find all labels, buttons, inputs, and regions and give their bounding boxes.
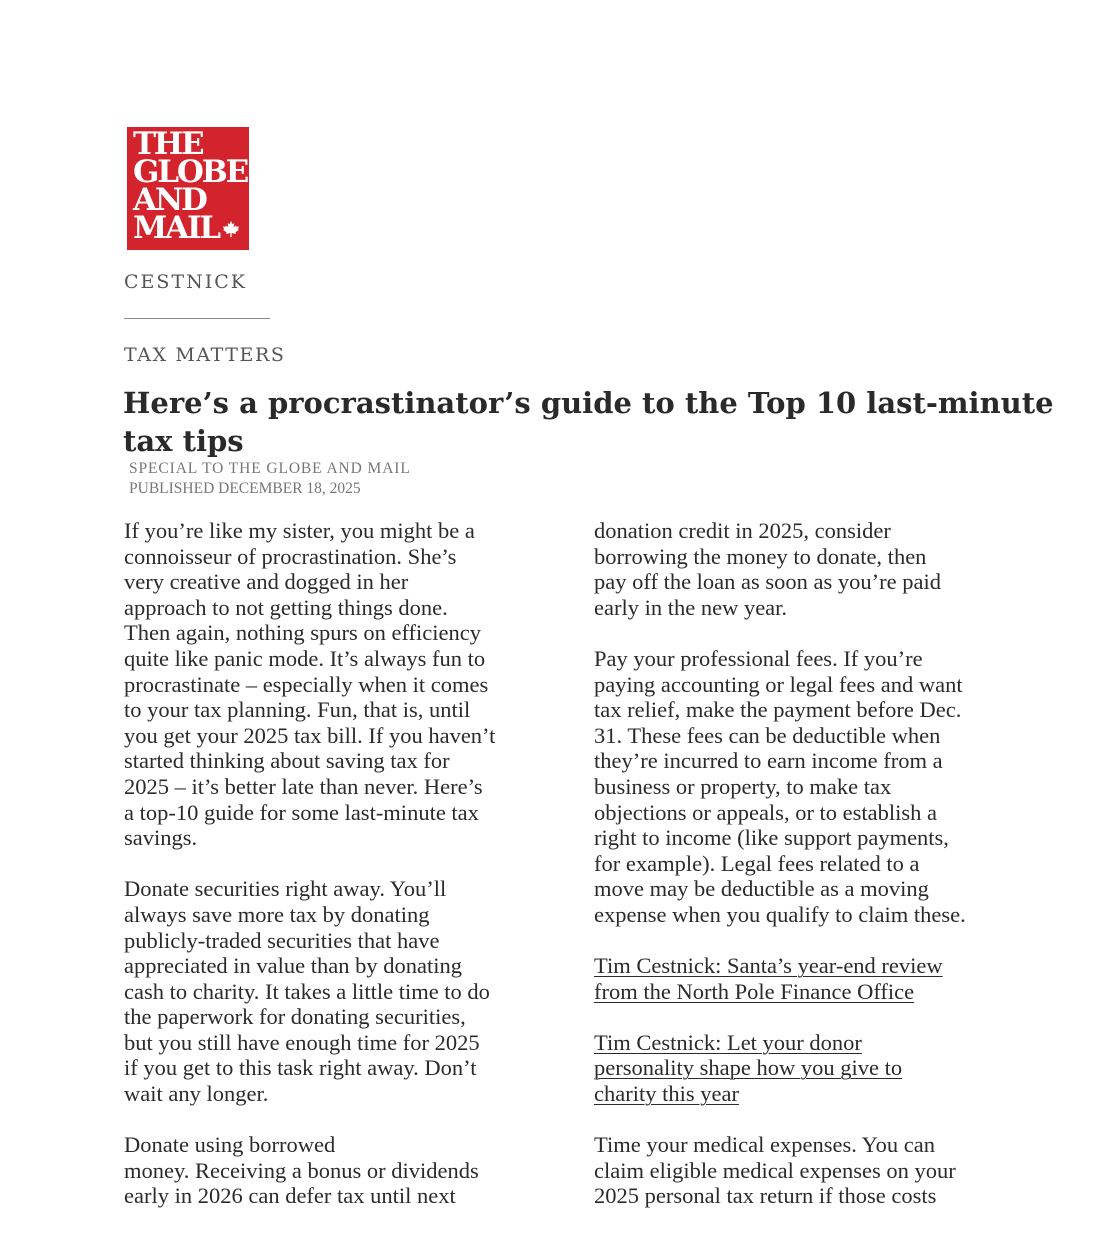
related-link-donor-line-2[interactable]: personality shape how you give to bbox=[594, 1055, 903, 1081]
text-line: cash to charity. It takes a little time to do bbox=[124, 978, 490, 1004]
text-line: always save more tax by donating bbox=[124, 901, 430, 927]
section-label[interactable]: TAX MATTERS bbox=[124, 344, 286, 366]
article-headline bbox=[123, 384, 1054, 460]
related-link-donor-line-1[interactable]: Tim Cestnick: Let your donor bbox=[594, 1029, 862, 1055]
text-line: a top-10 guide for some last-minute tax bbox=[124, 799, 479, 825]
text-line: early in the new year. bbox=[594, 594, 788, 620]
text-line: objections or appeals, or to establish a bbox=[594, 799, 938, 825]
text-line: but you still have enough time for 2025 bbox=[124, 1029, 480, 1055]
text-line: move may be deductible as a moving bbox=[594, 876, 929, 902]
text-line: procrastinate – especially when it comes bbox=[124, 671, 489, 697]
column-divider bbox=[124, 318, 270, 319]
text-line: donation credit in 2025, consider bbox=[594, 518, 891, 543]
related-link-santa-line-2[interactable]: from the North Pole Finance Office bbox=[594, 978, 915, 1004]
text-line: for example). Legal fees related to a bbox=[594, 850, 920, 876]
text-line: pay off the loan as soon as you’re paid bbox=[594, 569, 941, 595]
text-line: borrowing the money to donate, then bbox=[594, 543, 927, 569]
text-line: the paperwork for donating securities, bbox=[124, 1004, 466, 1030]
text-line: paying accounting or legal fees and want bbox=[594, 671, 963, 697]
logo-line-3: AND bbox=[133, 182, 206, 218]
article-column-right bbox=[594, 518, 1024, 1235]
text-line: wait any longer. bbox=[124, 1081, 269, 1107]
text-line: quite like panic mode. It’s always fun to bbox=[124, 645, 486, 671]
text-line: expense when you qualify to claim these. bbox=[594, 901, 966, 927]
text-line: started thinking about saving tax for bbox=[124, 748, 450, 774]
paragraph-professional-fees bbox=[594, 646, 1024, 928]
related-link-donor-line-3[interactable]: charity this year bbox=[594, 1081, 739, 1107]
paragraph-donate-securities bbox=[124, 876, 554, 1106]
text-line: if you get to this task right away. Don’t bbox=[124, 1055, 477, 1081]
text-line: Donate using borrowed bbox=[124, 1132, 336, 1158]
text-line: appreciated in value than by donating bbox=[124, 953, 463, 979]
text-line: right to income (like support payments, bbox=[594, 825, 949, 851]
logo-line-4 bbox=[133, 210, 249, 246]
related-article-link-donor bbox=[594, 1030, 1024, 1107]
paragraph-borrowed-money bbox=[124, 1132, 554, 1209]
logo-line-2: GLOBE bbox=[133, 154, 248, 190]
headline-line: tax tips bbox=[123, 424, 244, 458]
paragraph-intro bbox=[124, 518, 554, 851]
text-line: Then again, nothing spurs on efficiency bbox=[124, 620, 481, 646]
text-line: 2025 – it’s better late than never. Here’s bbox=[124, 773, 483, 799]
text-line: claim eligible medical expenses on your bbox=[594, 1157, 956, 1183]
text-line: money. Receiving a bonus or dividends bbox=[124, 1157, 479, 1183]
column-name: CESTNICK bbox=[124, 271, 247, 293]
text-line: approach to not getting things done. bbox=[124, 594, 448, 620]
paragraph-borrowed-money-continued bbox=[594, 518, 1024, 620]
article-column-left bbox=[124, 518, 554, 1235]
related-link-santa-line-1[interactable]: Tim Cestnick: Santa’s year-end review bbox=[594, 953, 943, 979]
text-line: savings. bbox=[124, 825, 198, 851]
text-line: early in 2026 can defer tax until next bbox=[124, 1183, 456, 1209]
text-line: 2025 personal tax return if those costs bbox=[594, 1183, 937, 1209]
text-line: very creative and dogged in her bbox=[124, 569, 409, 595]
byline: SPECIAL TO THE GLOBE AND MAIL bbox=[129, 460, 411, 477]
text-line: they’re incurred to earn income from a bbox=[594, 748, 943, 774]
text-line: business or property, to make tax bbox=[594, 773, 892, 799]
text-line: Time your medical expenses. You can bbox=[594, 1132, 936, 1158]
text-line: you get your 2025 tax bill. If you haven’t bbox=[124, 722, 496, 748]
text-line: tax relief, make the payment before Dec. bbox=[594, 697, 962, 723]
text-line: Donate securities right away. You’ll bbox=[124, 876, 447, 902]
maple-leaf-icon bbox=[222, 220, 240, 238]
text-line: Pay your professional fees. If you’re bbox=[594, 645, 923, 671]
text-line: If you’re like my sister, you might be a bbox=[124, 518, 475, 543]
globe-and-mail-logo[interactable] bbox=[127, 127, 249, 250]
text-line: publicly-traded securities that have bbox=[124, 927, 440, 953]
text-line: 31. These fees can be deductible when bbox=[594, 722, 941, 748]
text-line: connoisseur of procrastination. She’s bbox=[124, 543, 457, 569]
logo-line-1: THE bbox=[133, 127, 203, 162]
text-line: to your tax planning. Fun, that is, until bbox=[124, 697, 471, 723]
paragraph-medical-expenses bbox=[594, 1132, 1024, 1209]
publish-date: PUBLISHED DECEMBER 18, 2025 bbox=[129, 480, 361, 497]
logo-line-4-text: MAIL bbox=[133, 210, 219, 246]
related-article-link-santa bbox=[594, 953, 1024, 1004]
headline-line: Here’s a procrastinator’s guide to the Top 10 last-minute bbox=[123, 386, 1054, 420]
